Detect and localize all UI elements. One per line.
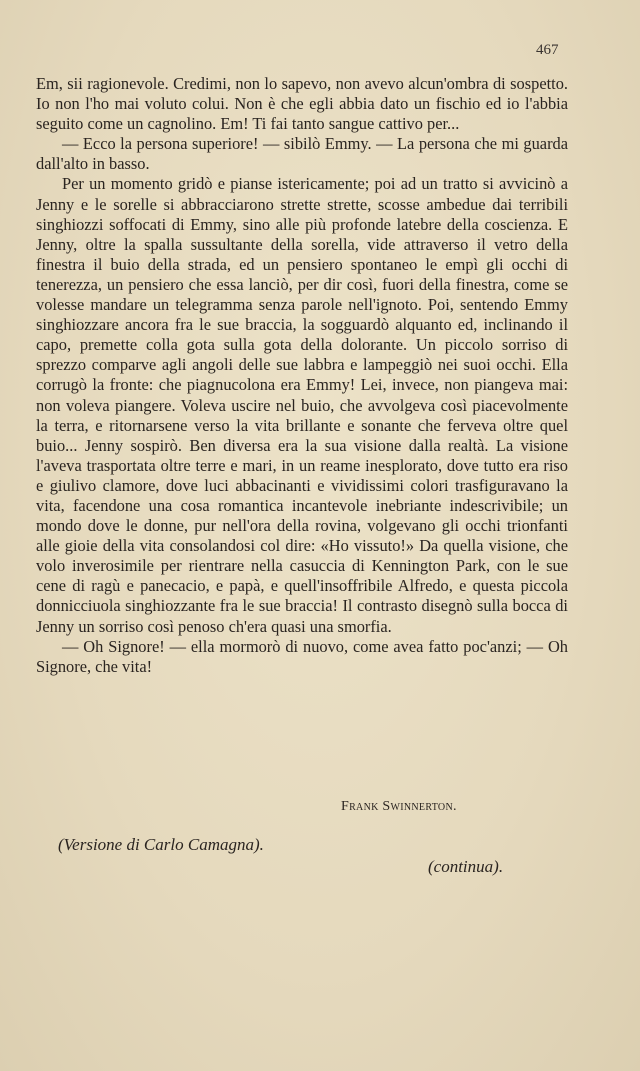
paragraph: Em, sii ragionevole. Credimi, non lo sapevo, non avevo alcun'ombra di sospetto. Io non l'ho mai voluto colui. Non è che egli abbia dato un fischio ed io l'abbia seguito come un cagnolino. Em! Ti fai tanto sangue cattivo per...	[36, 74, 568, 134]
story-text	[36, 74, 568, 677]
paragraph: — Oh Signore! — ella mormorò di nuovo, come avea fatto poc'anzi; — Oh Signore, che vita!	[36, 636, 568, 676]
page-number: 467	[536, 42, 559, 58]
paragraph: — Ecco la persona superiore! — sibilò Emmy. — La persona che mi guarda dall'alto in basso.	[36, 134, 568, 174]
translator-credit: (Versione di Carlo Camagna).	[58, 835, 264, 854]
author-signature: Frank Swinnerton.	[341, 799, 457, 814]
paragraph: Per un momento gridò e pianse istericamente; poi ad un tratto si avvicinò a Jenny e le sorelle si abbracciarono strette strette, scosse ambedue dai terribili singhiozzi soffocati di Emmy, sino alle più profonde latebre della coscienza. E Jenny, oltre la spalla sussultante della sorella, vide attraverso il vetro della finestra il buio della strada, ed un pensiero spontaneo le empì gli occhi di tenerezza, un pensiero che essa lanciò, per dir così, fuori della finestra, come se volesse mandare un telegramma senza parole nell'ignoto. Poi, sentendo Emmy singhiozzare ancora fra le sue braccia, la sogguardò alquanto ed, inclinando il capo, premette colla gota sulla gota della dolorante. Un piccolo sorriso di sprezzo comparve agli angoli delle sue labbra e lampeggiò nei suoi occhi. Ella corrugò la fronte: che piagnucolona era Emmy! Lei, invece, non piangeva mai: non voleva piangere. Voleva uscire nel buio, che avvolgeva così piacevolmente la terra, e ritornarsene verso la vita brillante e sonante che ferveva oltre quel buio... Jenny sospirò. Ben diversa era la sua visione dalla realtà. La visione l'aveva trasportata oltre terre e mari, in un reame inesplorato, dove tutto era riso e giulivo clamore, dove luci abbacinanti e vividissimi colori trasfiguravano la vita, facendone una cosa romantica incantevole inebriante indescrivibile; un mondo dove le donne, pur nell'ora della rovina, volgevano gli occhi trionfanti alle gioie della vita consolandosi col dire: «Ho vissuto!» Da quella visione, che volo inverosimile per rientrare nella casuccia di Kennington Park, con le sue cene di ragù e panecacio, e papà, e quell'insoffribile Alfredo, e questa piccola donnicciuola singhiozzante fra le sue braccia! Il contrasto disegnò sulla bocca di Jenny un sorriso così penoso ch'era quasi una smorfia.	[36, 174, 568, 636]
continued-note: (continua).	[428, 857, 504, 876]
